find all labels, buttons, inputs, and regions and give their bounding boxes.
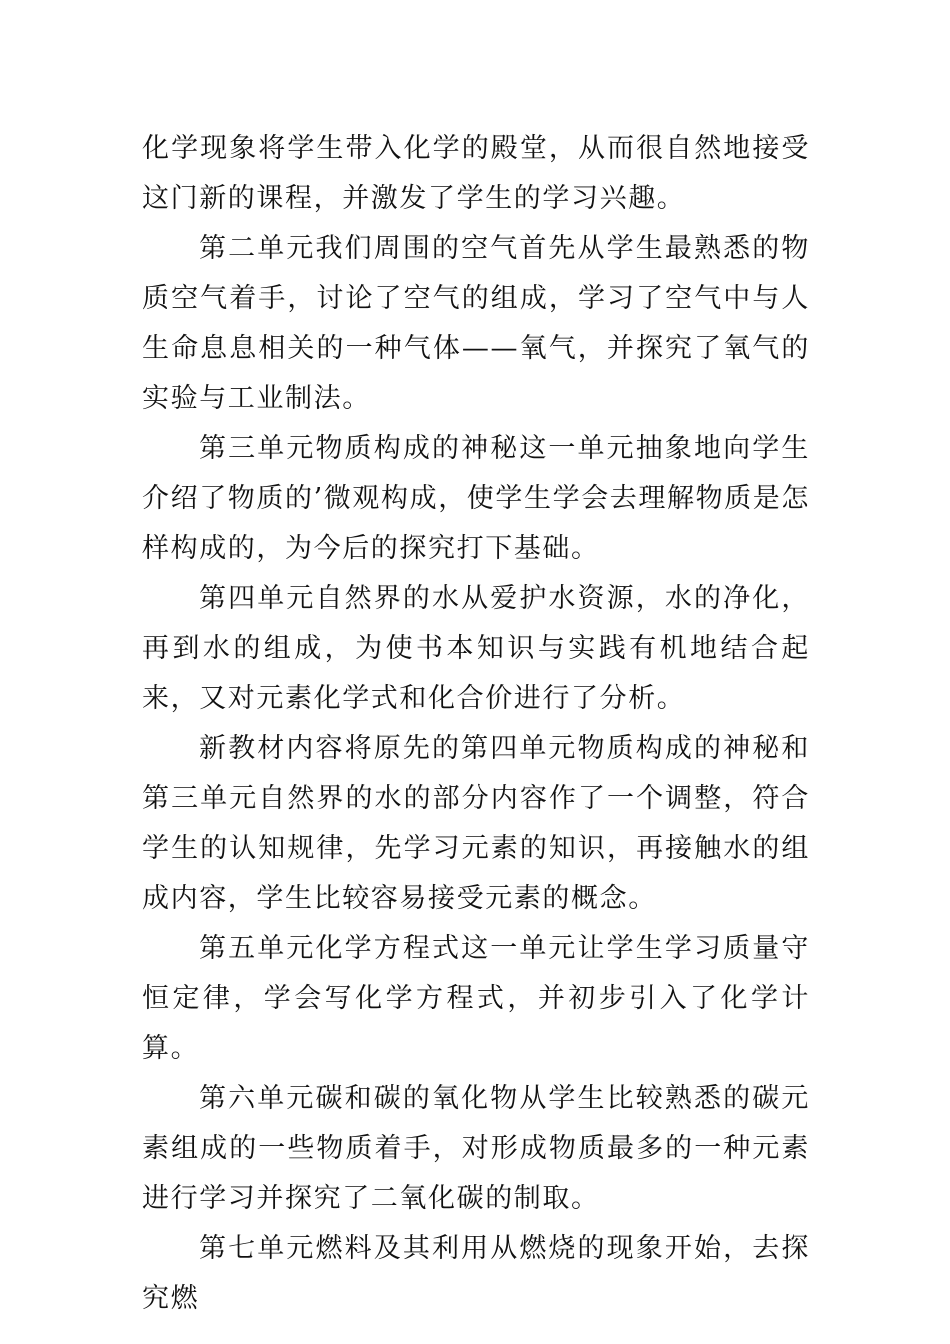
paragraph-5: 新教材内容将原先的第四单元物质构成的神秘和第三单元自然界的水的部分内容作了一个调整，符合学生的认知规律，先学习元素的知识，再接触水的组成内容，学生比较容易接受元素的概念。 — [142, 733, 810, 914]
paragraph-2: 第二单元我们周围的空气首先从学生最熟悉的物质空气着手，讨论了空气的组成，学习了空气中与人生命息息相关的一种气体——氧气，并探究了氧气的实验与工业制法。 — [142, 233, 810, 414]
paragraph-7: 第六单元碳和碳的氧化物从学生比较熟悉的碳元素组成的一些物质着手，对形成物质最多的一种元素进行学习并探究了二氧化碳的制取。 — [142, 1083, 810, 1214]
body-text — [142, 124, 810, 1324]
paragraph-8: 第七单元燃料及其利用从燃烧的现象开始，去探究燃 — [142, 1233, 810, 1314]
paragraph-3: 第三单元物质构成的神秘这一单元抽象地向学生介绍了物质的’微观构成，使学生学会去理解物质是怎样构成的，为今后的探究打下基础。 — [142, 433, 810, 564]
paragraph-1: 化学现象将学生带入化学的殿堂，从而很自然地接受这门新的课程，并激发了学生的学习兴趣。 — [142, 133, 810, 214]
paragraph-4: 第四单元自然界的水从爱护水资源，水的净化，再到水的组成，为使书本知识与实践有机地结合起来，又对元素化学式和化合价进行了分析。 — [142, 583, 810, 714]
paragraph-6: 第五单元化学方程式这一单元让学生学习质量守恒定律，学会写化学方程式，并初步引入了化学计算。 — [142, 933, 810, 1064]
